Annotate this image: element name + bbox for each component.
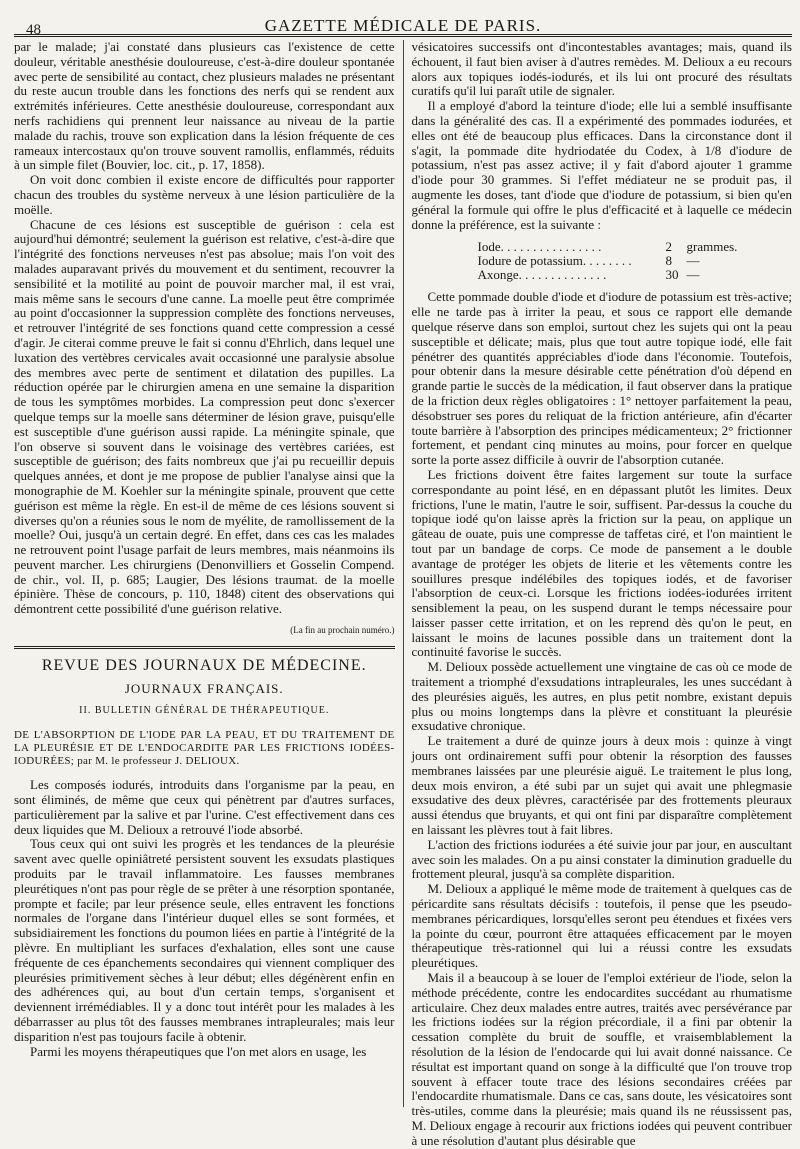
paragraph: Cette pommade double d'iode et d'iodure de potassium est très-active; elle ne tarde pas à irriter la peau, et sous ce rapport elle demande quelque réserve dans son emploi, surtout chez les sujets qui ont la peau susceptible et délicate; mais, plus que tout autre topique iodé, elle fait pénétrer des quantités appréciables d'iode dans l'économie. Toutefois, pour obtenir dans la mesure désirable cette pénétration d'où dépend en grande partie le succès de la médication, il faut observer dans la pratique de la friction deux règles obligatoires : 1° nettoyer parfaitement la peau, désobstruer ses pores du reliquat de la friction antérieure, afin d'écarter toute barrière à l'absorption des principes médicamenteux; 2° frictionner fortement, et pendant cinq minutes au moins, pour forcer en quelque sorte la porte assez difficile à ouvrir de l'absorption cutanée. <box>411 289 792 468</box>
paragraph: Les composés iodurés, introduits dans l'organisme par la peau, en sont éliminés, de même que ceux qui pénètrent par d'autres surfaces, particulièrement par la salive et par l'urine. C'est effectivement dans ces deux liquides que M. Delioux a retrouvé l'iode absorbé. <box>14 777 395 837</box>
section-divider <box>14 646 395 649</box>
journal-title: GAZETTE MÉDICALE DE PARIS. <box>264 16 542 35</box>
paragraph: vésicatoires successifs ont d'incontestables avantages; mais, quand ils échouent, il faut bien aviser à d'autres remèdes. M. Delioux a eu recours alors aux topiques iodés-iodurés, et ils lui ont procuré des résultats curatifs qu'il lui paraît utile de signaler. <box>411 39 792 99</box>
formula-unit: — <box>686 267 700 283</box>
paragraph: Le traitement a duré de quinze jours à deux mois : quinze à vingt jours ont ordinairement suffi pour obtenir la résorption des fausses membranes laissées par une pleurésie aiguë. Le traitement le plus long, deux mois environ, a été subi par un sujet qui avait une phlegmasie exsudative des deux plèvres, caractérisée par des frottements pleuraux aussi étendus que bruyants, et qui ont fini par disparaître complètement en laissant les plèvres tout à fait libres. <box>411 733 792 838</box>
paragraph: Mais il a beaucoup à se louer de l'emploi extérieur de l'iode, selon la méthode précédente, contre les endocardites succédant au rhumatisme articulaire. Chez deux malades entre autres, traités avec persévérance par les frictions iodées sur la région précordiale, il a fini par obtenir la cessation complète du bruit de souffle, et vraisemblablement la résolution de la lésion de l'endocarde qui lui avait donné naissance. Ce résultat est important quand on songe à la difficulté que l'on trouve trop souvent à effacer toute trace des lésions secondaires créées par l'endocardite rhumatismale. Dans ce cas, sans doute, les vésicatoires sont très-utiles, comme dans la pleurésie; mais quand ils ne réussissent pas, M. Delioux engage à recourir aux frictions iodées qui peuvent contribuer à une résolution d'autant plus désirable que <box>411 970 792 1148</box>
paragraph: Chacune de ces lésions est susceptible de guérison : cela est aujourd'hui démontré; seulement la guérison est relative, c'est-à-dire que l'intégrité des fonctions nerveuses n'est pas absolue; mais l'on voit des malades auparavant privés du mouvement et du sentiment, recouvrer la sensibilité et la motilité au point de pouvoir marcher mal, il est vrai, mais même sans le secours d'une canne. La moelle peut être comprimée au point d'occasionner la suppression complète des fonctions nerveuses, et retrouver l'intégrité de ses fonctions quand cette compression a cessé d'agir. Je citerai comme preuve le fait si connu d'Ehrlich, dans lequel une luxation des vertèbres cervicales avait occasionné une paralysie absolue des membres avec perte de sentiment et dilatation des pupilles. La réduction opérée par le chirurgien amena en une semaine la disparition de tous les symptômes morbides. La compression peut donc s'exercer quelque temps sur la moelle sans déterminer de lésion grave, puisqu'elle est susceptible d'une guérison aussi rapide. La méningite spinale, que l'on observe si souvent dans le voisinage des vertèbres cariées, est susceptible de guérison; des faits nombreux que j'ai pu recueillir depuis quelques années, et dont je me propose de publier l'analyse ainsi que la monographie de M. Koehler sur la méningite spinale, prouvent que cette guérison est même la règle. En est-il de même de ces lésions souvent si diverses qu'on a réunies sous le nom de myélite, de ramollissement de la moelle? Oui, jusqu'à un certain degré. En effet, dans ces cas les malades ne retrouvent point l'usage parfait de leurs membres, mais néanmoins ils peuvent marcher. Les chirurgiens (Denonvilliers et Gosselin Compend. de chir., vol. II, p. 685; Laugier, Des lésions traumat. de la moelle épinière. Thèse de concours, p. 110, 1848) citent des observations qui démontrent cette possibilité d'une guérison relative. <box>14 216 395 617</box>
left-column <box>14 40 403 1107</box>
paragraph: Parmi les moyens thérapeutiques que l'on met alors en usage, les <box>30 1043 367 1059</box>
paragraph: Il a employé d'abord la teinture d'iode; elle lui a semblé insuffisante dans la généralité des cas. Il a expérimenté des pommades iodurées, et elles ont été de beaucoup plus efficaces. Dans la circonstance dont il s'agit, la pommade dite hydriodatée du Codex, à 1/8 d'iodure de potassium, n'est pas assez active; il y fait d'abord ajouter 1 gramme d'iode pour 30 grammes. Si l'effet médiateur ne se produit pas, il augmente les doses, tant d'iode que d'iodure de potassium, si bien qu'en général la formule qui offre le plus d'efficacité et à laquelle ce médecin donne la préférence, est la suivante : <box>411 98 792 232</box>
paragraph: L'action des frictions iodurées a été suivie jour par jour, en auscultant avec soin les malades. On a pu ainsi constater la diminution graduelle du frottement pleural, jusqu'à sa complète disparition. <box>411 836 792 882</box>
paragraph: M. Delioux possède actuellement une vingtaine de cas où ce mode de traitement a triomphé d'exsudations intrapleurales, les unes succédant à des pleurésies aiguës, les autres, en plus petit nombre, existant depuis plus ou moins longtemps dans la plèvre et constituant la pleurésie exsudative chronique. <box>411 659 792 734</box>
page-number: 48 <box>26 22 41 38</box>
formula-ingredient: Axonge. . . . . . . . . . . . . . <box>477 267 607 283</box>
formula-quantity: 8 <box>665 253 672 269</box>
formula-unit: grammes. <box>686 239 738 255</box>
formula-row <box>474 254 742 268</box>
continued-note: (La fin au prochain numéro.) <box>290 625 395 636</box>
paragraph: M. Delioux a appliqué le même mode de traitement à quelques cas de péricardite sans résultats décisifs : toutefois, il pense que les pseudo-membranes péricardiques, lorsqu'elles seront peu étendues et fixées vers la pointe du cœur, pourront être attaquées efficacement par le moyen thérapeutique très-rationnel qui lui a réussi contre les exsudats pleurétiques. <box>411 881 792 971</box>
paragraph: Les frictions doivent être faites largement sur toute la surface correspondante au point lésé, en en dépassant plutôt les limites. Deux frictions, l'une le matin, l'autre le soir, suffisent. Par-dessus la couche du topique iodé qu'on laisse après la friction sur la peau, on applique un gâteau de ouate, puis une compresse de taffetas ciré, et l'on maintient le tout par un bandage de corps. Ce mode de pansement a le double avantage de protéger les objets de literie et les vêtements contre les souillures presque indélébiles des topiques iodés, et de favoriser l'absorption de ceux-ci. Lorsque les frictions iodées-iodurées irritent sensiblement la peau, on les suspend durant le temps nécessaire pour laisser passer cette irritation, et on les reprend dès qu'on le peut, en laissant le moins de lacunes possible dans un traitement dont la continuité favorise le succès. <box>411 466 792 660</box>
formula-ingredient: Iodure de potassium. . . . . . . . <box>477 253 632 269</box>
formula-quantity: 30 <box>665 267 679 283</box>
section-title: REVUE DES JOURNAUX DE MÉDECINE. <box>41 656 367 674</box>
subsection-title: JOURNAUX FRANÇAIS. <box>124 680 284 696</box>
formula-quantity: 2 <box>665 239 672 255</box>
paragraph: par le malade; j'ai constaté dans plusieurs cas l'existence de cette douleur, véritable anesthésie douloureuse, c'est-à-dire douleur spontanée avec perte de sensibilité au contact, chez plusieurs malades ne présentant du reste aucun trouble dans les fonctions des nerfs qui se rendent aux extrémités inférieures. Cette anesthésie douloureuse, correspondant aux nerfs rachidiens qui prennent leur naissance au niveau de la partie malade du rachis, trouve son explication dans la lésion fréquente de ces rameaux intercostaux qu'on trouve souvent ramollis, enflammés, réduits à un simple filet (Bouvier, loc. cit., p. 17, 1858). <box>14 39 395 173</box>
columns <box>14 39 792 1148</box>
formula-ingredient: Iode. . . . . . . . . . . . . . . . <box>477 239 602 255</box>
formula-table <box>474 240 742 282</box>
formula-row <box>474 240 742 254</box>
right-column <box>403 39 793 1148</box>
bulletin-title: II. BULLETIN GÉNÉRAL DE THÉRAPEUTIQUE. <box>79 705 330 717</box>
paragraph: On voit donc combien il existe encore de difficultés pour rapporter chacun des troubles du système nerveux à une lésion particulière de la moëlle. <box>14 172 395 217</box>
formula-unit: — <box>686 253 700 269</box>
article-title: DE L'ABSORPTION DE L'IODE PAR LA PEAU, ET DU TRAITEMENT DE LA PLEURÉSIE ET DE L'ENDOCARDITE PAR LES FRICTIONS IODÉES-IODURÉES; par M. le professeur J. DELIOUX. <box>14 729 395 768</box>
formula-row <box>474 268 742 282</box>
paragraph: Tous ceux qui ont suivi les progrès et les tendances de la pleurésie savent avec quelle opiniâtreté persistent souvent les exsudats plastiques produits par le travail inflammatoire. Les fausses membranes pleurétiques n'ont pas pour règle de se prêter à une résorption spontanée, prompte et facile; par leur présence seule, elles entravent les fonctions normales de l'organe dans l'intérieur duquel elles se sont formées, et subsidiairement les fonctions du poumon liées en partie à l'intégrité de la plèvre. En multipliant les surfaces d'exhalation, elles sont une cause fréquente de ces épanchements secondaires qui viennent compliquer des pleurésies primitivement sèches à leur début; elles dégénèrent enfin en des adhérences qui, au bout d'un certain temps, s'organisent et deviennent irrémédiables. Il y a donc tout intérêt pour les malades à les débarrasser au plus tôt des fausses membranes intrapleurales; mais leur disparition n'est pas toujours facile à obtenir. <box>14 836 395 1044</box>
running-head <box>14 0 792 37</box>
